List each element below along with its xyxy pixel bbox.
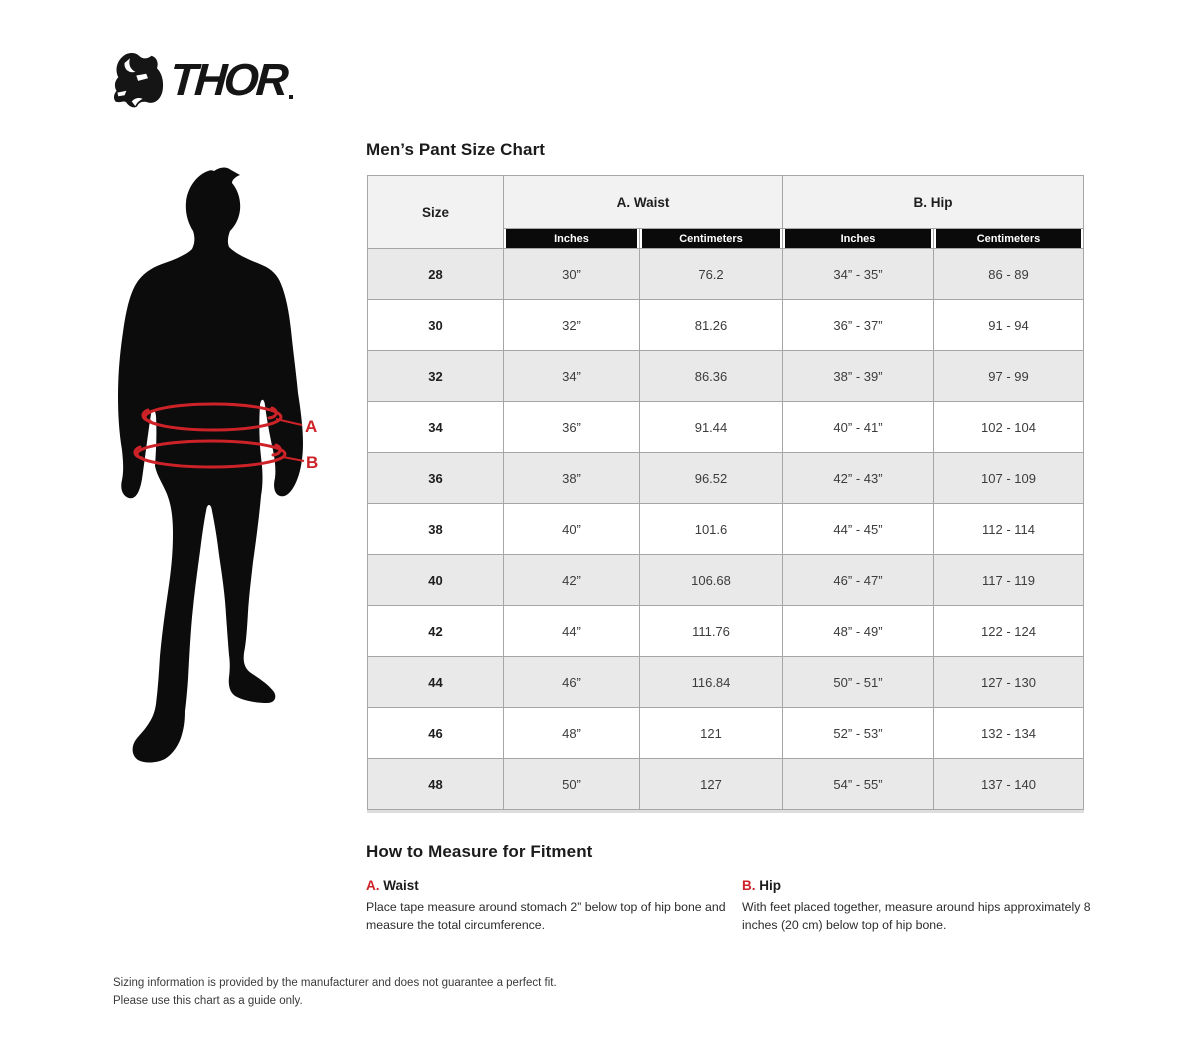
thor-goat-icon [112,50,166,110]
size-row [368,249,1084,300]
waist-inches-cell: 40” [504,504,640,555]
fit-figure [108,165,323,765]
waist-cm-cell: 111.76 [640,606,783,657]
measure-hip-key: B. [742,878,756,893]
hip-inches-cell: 50” - 51” [783,657,934,708]
waist-inches-cell: 44” [504,606,640,657]
hip-inches-cell: 42” - 43” [783,453,934,504]
size-cell: 30 [368,300,504,351]
waist-inches-cell: 50” [504,759,640,810]
hip-cm-cell: 132 - 134 [934,708,1084,759]
size-row [368,300,1084,351]
measure-hip-description [742,898,1114,935]
hip-inches-cell: 36” - 37” [783,300,934,351]
size-rows [368,249,1084,810]
size-row [368,708,1084,759]
hip-cm-cell: 112 - 114 [934,504,1084,555]
measure-waist-description [366,898,738,935]
size-row [368,555,1084,606]
hip-group-header: B. Hip [783,176,1084,229]
size-cell: 46 [368,708,504,759]
hip-inches-cell: 52” - 53” [783,708,934,759]
waist-cm-cell: 116.84 [640,657,783,708]
waist-inches-cell: 36” [504,402,640,453]
hip-cm-cell: 91 - 94 [934,300,1084,351]
size-row [368,402,1084,453]
waist-group-header: A. Waist [504,176,783,229]
hip-cm-cell: 107 - 109 [934,453,1084,504]
hip-inches-cell: 44” - 45” [783,504,934,555]
measure-hip-name: Hip [759,878,782,893]
waist-label: A [305,417,318,436]
waist-inches-cell: 34” [504,351,640,402]
measure-item-waist [366,878,738,935]
size-cell: 40 [368,555,504,606]
hip-inches-header: Inches [783,229,934,249]
waist-inches-cell: 38” [504,453,640,504]
how-to-measure-title: How to Measure for Fitment [366,842,593,861]
measure-hip-heading [742,878,1114,893]
hip-inches-cell: 46” - 47” [783,555,934,606]
measure-waist-key: A. [366,878,380,893]
waist-cm-cell: 91.44 [640,402,783,453]
waist-cm-cell: 81.26 [640,300,783,351]
measure-item-hip [742,878,1114,935]
waist-cm-cell: 76.2 [640,249,783,300]
hip-cm-cell: 117 - 119 [934,555,1084,606]
group-header-row [368,176,1084,229]
brand-name: THOR [168,54,288,105]
hip-inches-cell: 34” - 35” [783,249,934,300]
waist-cm-cell: 121 [640,708,783,759]
hip-inches-cell: 40” - 41” [783,402,934,453]
hip-cm-cell: 86 - 89 [934,249,1084,300]
size-cell: 36 [368,453,504,504]
waist-cm-cell: 96.52 [640,453,783,504]
size-row [368,657,1084,708]
hip-cm-cell: 97 - 99 [934,351,1084,402]
size-cell: 38 [368,504,504,555]
waist-cm-cell: 101.6 [640,504,783,555]
size-row [368,504,1084,555]
measure-waist-line2: measure the total circumference. [366,918,546,933]
waist-cm-cell: 86.36 [640,351,783,402]
waist-cm-cell: 106.68 [640,555,783,606]
hip-inches-cell: 48” - 49” [783,606,934,657]
size-cell: 28 [368,249,504,300]
size-chart-table-wrap [367,175,1084,810]
waist-inches-cell: 48” [504,708,640,759]
waist-inches-cell: 30” [504,249,640,300]
size-cell: 44 [368,657,504,708]
hip-centimeters-header: Centimeters [934,229,1084,249]
measure-waist-heading [366,878,738,893]
size-chart-title: Men’s Pant Size Chart [366,140,546,159]
hip-cm-cell: 122 - 124 [934,606,1084,657]
hip-cm-cell: 102 - 104 [934,402,1084,453]
measure-waist-line1: Place tape measure around stomach 2” below top of hip bone and [366,900,726,914]
hip-inches-cell: 54” - 55” [783,759,934,810]
thor-logo [112,50,293,110]
size-cell: 48 [368,759,504,810]
size-row [368,351,1084,402]
waist-centimeters-header: Centimeters [640,229,783,249]
waist-cm-cell: 127 [640,759,783,810]
size-column-header: Size [368,176,504,249]
size-row [368,606,1084,657]
body-silhouette-path [118,167,303,762]
measure-hip-line1: With feet placed together, measure around hips approximately 8 [742,900,1091,914]
measure-hip-line2: inches (20 cm) below top of hip bone. [742,918,947,933]
size-row [368,759,1084,810]
size-row [368,453,1084,504]
sizing-disclaimer [113,974,557,1011]
size-cell: 34 [368,402,504,453]
disclaimer-line2: Please use this chart as a guide only. [113,995,303,1008]
size-chart-table [367,175,1084,810]
waist-inches-header: Inches [504,229,640,249]
waist-inches-cell: 42” [504,555,640,606]
size-cell: 42 [368,606,504,657]
size-cell: 32 [368,351,504,402]
disclaimer-line1: Sizing information is provided by the manufacturer and does not guarantee a perfect fit. [113,977,557,989]
brand-trademark-dot [289,95,293,99]
hip-cm-cell: 137 - 140 [934,759,1084,810]
male-body-silhouette [108,165,323,765]
measure-waist-name: Waist [383,878,419,893]
hip-inches-cell: 38” - 39” [783,351,934,402]
hip-cm-cell: 127 - 130 [934,657,1084,708]
waist-inches-cell: 32” [504,300,640,351]
hip-label: B [306,453,319,472]
waist-inches-cell: 46” [504,657,640,708]
